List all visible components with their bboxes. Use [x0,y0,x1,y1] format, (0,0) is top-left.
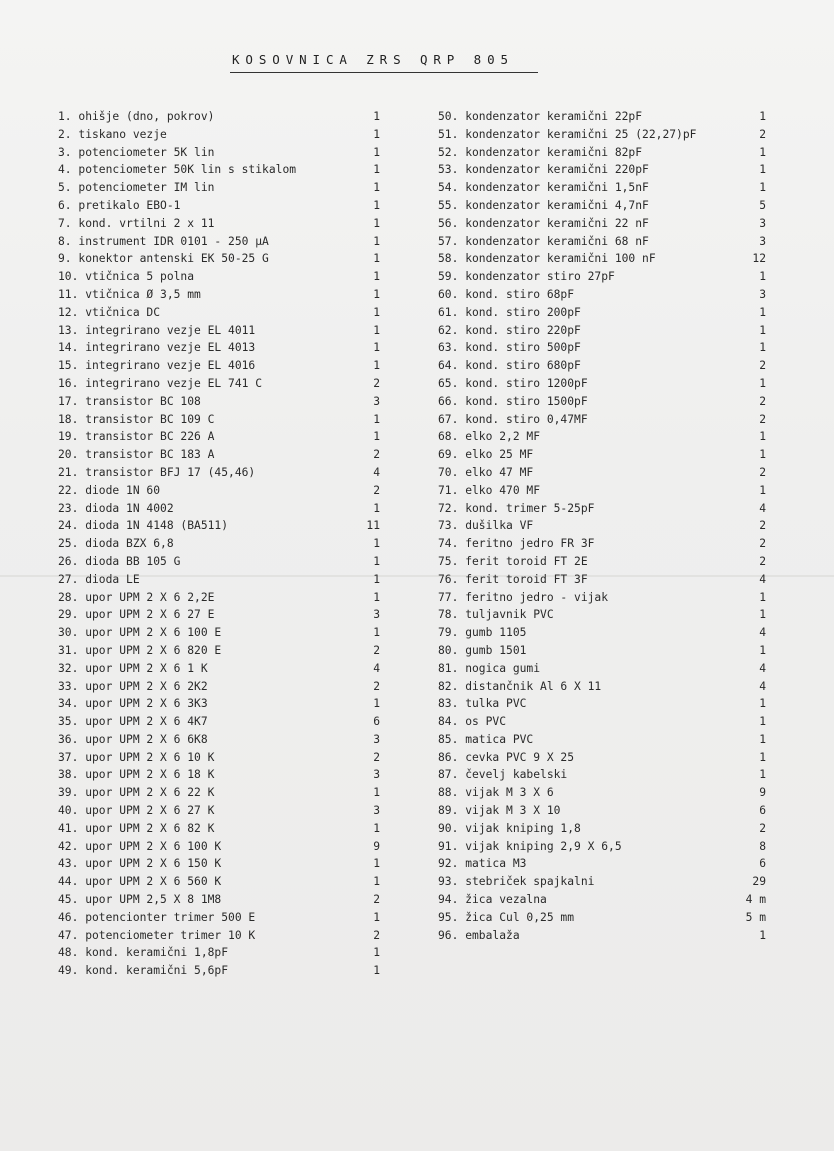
part-quantity: 1 [373,964,380,978]
part-description: 70. elko 47 MF [438,465,534,479]
part-quantity: 4 [373,661,380,675]
part-quantity: 1 [759,608,766,622]
part-quantity: 1 [373,786,380,800]
part-description: 38. upor UPM 2 X 6 18 K [58,768,215,782]
part-description: 12. vtičnica DC [58,305,161,319]
part-description: 58. kondenzator keramični 100 nF [438,252,656,266]
part-description: 94. žica vezalna [438,893,547,907]
part-quantity: 1 [759,270,766,284]
part-description: 63. kond. stiro 500pF [438,341,581,355]
part-description: 65. kond. stiro 1200pF [438,376,588,390]
part-description: 96. embalaža [438,928,520,942]
part-quantity: 4 [373,465,380,479]
part-quantity: 3 [373,394,380,408]
part-description: 6. pretikalo EBO-1 [58,198,181,212]
part-quantity: 1 [373,127,380,141]
part-quantity: 1 [759,590,766,604]
part-description: 57. kondenzator keramični 68 nF [438,234,649,248]
part-quantity: 1 [373,110,380,123]
part-description: 56. kondenzator keramični 22 nF [438,216,649,230]
part-quantity: 1 [373,305,380,319]
part-description: 22. diode 1N 60 [58,483,161,497]
part-quantity: 1 [373,501,380,515]
part-quantity: 1 [759,715,766,729]
part-quantity: 4 [759,501,766,515]
part-quantity: 4 [759,661,766,675]
part-quantity: 1 [373,430,380,444]
part-quantity: 2 [373,750,380,764]
part-description: 50. kondenzator keramični 22pF [438,110,643,123]
part-quantity: 2 [759,359,766,373]
part-quantity: 3 [759,216,766,230]
part-quantity: 6 [759,804,766,818]
part-description: 19. transistor BC 226 A [58,430,215,444]
part-quantity: 1 [373,412,380,426]
part-quantity: 4 [759,572,766,586]
part-description: 16. integrirano vezje EL 741 C [58,376,263,390]
part-quantity: 1 [373,857,380,871]
part-description: 55. kondenzator keramični 4,7nF [438,198,649,212]
part-description: 71. elko 470 MF [438,483,541,497]
part-description: 44. upor UPM 2 X 6 560 K [58,875,222,889]
part-description: 23. dioda 1N 4002 [58,501,174,515]
part-description: 77. feritno jedro - vijak [438,590,609,604]
part-quantity: 1 [373,359,380,373]
part-description: 66. kond. stiro 1500pF [438,394,588,408]
part-quantity: 2 [759,821,766,835]
part-quantity: 4 [759,679,766,693]
part-quantity: 1 [373,572,380,586]
part-quantity: 1 [373,323,380,337]
part-quantity: 1 [373,910,380,924]
part-quantity: 1 [759,768,766,782]
part-description: 9. konektor antenski EK 50-25 G [58,252,269,266]
part-description: 24. dioda 1N 4148 (BA511) [58,519,229,533]
part-description: 33. upor UPM 2 X 6 2K2 [58,679,208,693]
part-quantity: 1 [759,341,766,355]
part-quantity: 2 [759,519,766,533]
part-description: 26. dioda BB 105 G [58,554,181,568]
part-description: 21. transistor BFJ 17 (45,46) [58,465,256,479]
part-description: 64. kond. stiro 680pF [438,359,581,373]
part-quantity: 1 [373,163,380,177]
part-quantity: 1 [759,305,766,319]
part-quantity: 8 [759,839,766,853]
part-quantity: 1 [373,252,380,266]
part-description: 2. tiskano vezje [58,127,167,141]
part-quantity: 1 [759,697,766,711]
part-description: 87. čevelj kabelski [438,768,568,782]
part-quantity: 1 [373,875,380,889]
part-description: 4. potenciometer 50K lin s stikalom [58,163,297,177]
part-quantity: 1 [373,946,380,960]
part-description: 53. kondenzator keramični 220pF [438,163,649,177]
part-quantity: 4 [759,626,766,640]
part-quantity: 1 [759,376,766,390]
part-description: 72. kond. trimer 5-25pF [438,501,595,515]
part-quantity: 1 [759,163,766,177]
part-description: 39. upor UPM 2 X 6 22 K [58,786,215,800]
part-description: 79. gumb 1105 [438,626,527,640]
part-quantity: 5 m [745,910,766,924]
part-description: 10. vtičnica 5 polna [58,270,195,284]
part-description: 82. distančnik Al 6 X 11 [438,679,602,693]
part-description: 68. elko 2,2 MF [438,430,541,444]
part-description: 29. upor UPM 2 X 6 27 E [58,608,215,622]
part-quantity: 3 [759,234,766,248]
part-description: 11. vtičnica Ø 3,5 mm [58,287,201,301]
part-description: 49. kond. keramični 5,6pF [58,964,229,978]
title-underline [230,72,538,73]
part-quantity: 3 [373,804,380,818]
part-quantity: 2 [759,412,766,426]
part-quantity: 2 [373,679,380,693]
part-description: 67. kond. stiro 0,47MF [438,412,588,426]
part-description: 54. kondenzator keramični 1,5nF [438,181,649,195]
part-description: 13. integrirano vezje EL 4011 [58,323,256,337]
part-quantity: 1 [759,430,766,444]
part-description: 62. kond. stiro 220pF [438,323,581,337]
part-quantity: 2 [759,127,766,141]
part-description: 40. upor UPM 2 X 6 27 K [58,804,215,818]
part-quantity: 1 [373,181,380,195]
part-quantity: 2 [759,554,766,568]
part-quantity: 6 [759,857,766,871]
part-description: 37. upor UPM 2 X 6 10 K [58,750,215,764]
part-description: 35. upor UPM 2 X 6 4K7 [58,715,208,729]
part-description: 5. potenciometer IM lin [58,181,215,195]
part-quantity: 1 [373,216,380,230]
part-description: 32. upor UPM 2 X 6 1 K [58,661,208,675]
part-description: 76. ferit toroid FT 3F [438,572,588,586]
part-description: 47. potenciometer trimer 10 K [58,928,256,942]
part-description: 86. cevka PVC 9 X 25 [438,750,575,764]
part-quantity: 1 [373,537,380,551]
part-quantity: 3 [759,287,766,301]
part-quantity: 1 [759,145,766,159]
part-description: 90. vijak kniping 1,8 [438,821,581,835]
part-description: 89. vijak M 3 X 10 [438,804,561,818]
part-quantity: 1 [373,234,380,248]
part-description: 41. upor UPM 2 X 6 82 K [58,821,215,835]
part-description: 7. kond. vrtilni 2 x 11 [58,216,215,230]
part-quantity: 3 [373,768,380,782]
part-description: 52. kondenzator keramični 82pF [438,145,643,159]
part-description: 3. potenciometer 5K lin [58,145,215,159]
part-quantity: 2 [373,376,380,390]
part-description: 27. dioda LE [58,572,140,586]
part-description: 92. matica M3 [438,857,527,871]
part-quantity: 2 [759,537,766,551]
part-description: 60. kond. stiro 68pF [438,287,575,301]
part-description: 48. kond. keramični 1,8pF [58,946,229,960]
part-description: 73. dušilka VF [438,519,534,533]
part-quantity: 1 [373,697,380,711]
part-quantity: 1 [373,626,380,640]
part-description: 28. upor UPM 2 X 6 2,2E [58,590,215,604]
part-description: 75. ferit toroid FT 2E [438,554,588,568]
part-quantity: 1 [759,732,766,746]
part-description: 91. vijak kniping 2,9 X 6,5 [438,839,622,853]
part-quantity: 9 [373,839,380,853]
part-description: 14. integrirano vezje EL 4013 [58,341,256,355]
part-quantity: 4 m [745,893,766,907]
part-description: 83. tulka PVC [438,697,527,711]
part-quantity: 2 [759,465,766,479]
part-quantity: 1 [373,198,380,212]
part-description: 20. transistor BC 183 A [58,448,215,462]
part-quantity: 2 [373,928,380,942]
part-quantity: 1 [759,928,766,942]
part-description: 93. stebriček spajkalni [438,875,595,889]
part-quantity: 3 [373,732,380,746]
part-description: 30. upor UPM 2 X 6 100 E [58,626,222,640]
part-quantity: 1 [373,590,380,604]
part-quantity: 2 [373,893,380,907]
part-description: 36. upor UPM 2 X 6 6K8 [58,732,208,746]
part-description: 69. elko 25 MF [438,448,534,462]
part-quantity: 1 [759,181,766,195]
part-quantity: 1 [373,341,380,355]
part-description: 74. feritno jedro FR 3F [438,537,595,551]
part-description: 31. upor UPM 2 X 6 820 E [58,643,222,657]
part-description: 45. upor UPM 2,5 X 8 1M8 [58,893,222,907]
part-quantity: 2 [373,483,380,497]
part-description: 8. instrument IDR 0101 - 250 µA [58,234,269,248]
part-description: 59. kondenzator stiro 27pF [438,270,615,284]
part-description: 61. kond. stiro 200pF [438,305,581,319]
part-quantity: 1 [373,270,380,284]
part-description: 25. dioda BZX 6,8 [58,537,174,551]
part-quantity: 1 [759,643,766,657]
part-quantity: 1 [759,448,766,462]
part-description: 42. upor UPM 2 X 6 100 K [58,839,222,853]
part-description: 85. matica PVC [438,732,534,746]
part-description: 1. ohišje (dno, pokrov) [58,110,215,123]
part-quantity: 3 [373,608,380,622]
part-quantity: 1 [373,821,380,835]
part-description: 46. potencionter trimer 500 E [58,910,256,924]
part-quantity: 1 [373,145,380,159]
part-quantity: 1 [759,110,766,123]
document-title: KOSOVNICA ZRS QRP 805 [232,52,514,67]
part-quantity: 5 [759,198,766,212]
part-quantity: 2 [759,394,766,408]
part-quantity: 6 [373,715,380,729]
part-description: 34. upor UPM 2 X 6 3K3 [58,697,208,711]
part-description: 51. kondenzator keramični 25 (22,27)pF [438,127,697,141]
part-quantity: 1 [373,287,380,301]
part-description: 80. gumb 1501 [438,643,527,657]
part-description: 17. transistor BC 108 [58,394,201,408]
part-description: 88. vijak M 3 X 6 [438,786,554,800]
part-quantity: 1 [759,750,766,764]
part-quantity: 2 [373,643,380,657]
part-description: 95. žica Cul 0,25 mm [438,910,575,924]
part-description: 78. tuljavnik PVC [438,608,554,622]
part-quantity: 9 [759,786,766,800]
part-quantity: 2 [373,448,380,462]
part-description: 15. integrirano vezje EL 4016 [58,359,256,373]
part-description: 18. transistor BC 109 C [58,412,215,426]
part-quantity: 29 [752,875,766,889]
part-quantity: 1 [759,323,766,337]
part-description: 43. upor UPM 2 X 6 150 K [58,857,222,871]
part-quantity: 1 [759,483,766,497]
part-description: 81. nogica gumi [438,661,541,675]
part-quantity: 1 [373,554,380,568]
part-quantity: 11 [366,519,380,533]
part-quantity: 12 [752,252,766,266]
part-description: 84. os PVC [438,715,507,729]
